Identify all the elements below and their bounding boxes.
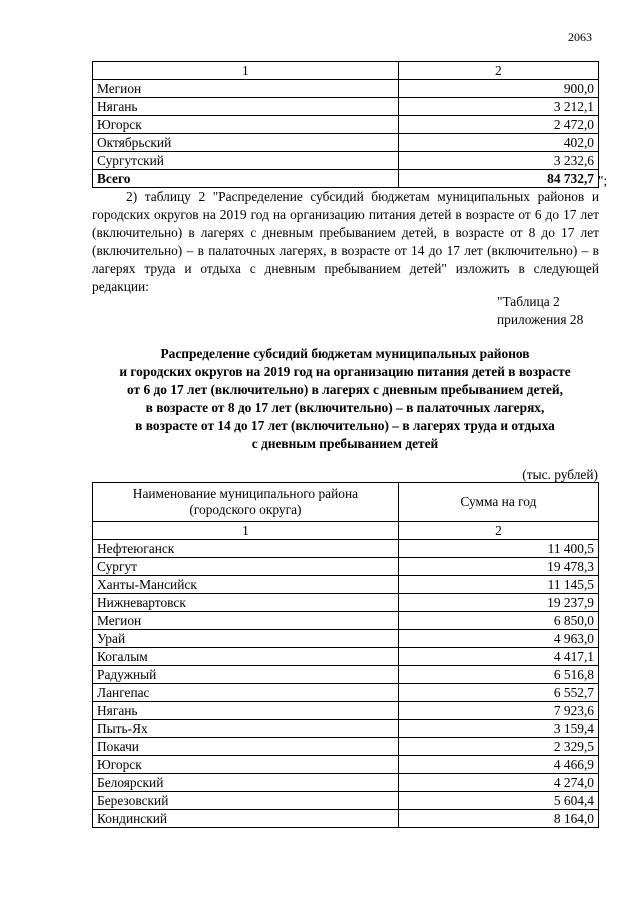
- municipality-name: Белоярский: [93, 774, 399, 792]
- table-row: [93, 684, 599, 702]
- table-row: [93, 666, 599, 684]
- amount-value: 3 232,6: [398, 152, 598, 170]
- amount-value: 3 159,4: [398, 720, 598, 738]
- table-row: [93, 702, 599, 720]
- municipality-name: Березовский: [93, 792, 399, 810]
- amount-value: 6 552,7: [398, 684, 598, 702]
- amount-value: 6 850,0: [398, 612, 598, 630]
- table-header-row: [93, 62, 599, 80]
- municipality-name: Сургут: [93, 558, 399, 576]
- total-row: [93, 170, 599, 188]
- amendment-paragraph: 2) таблицу 2 "Распределение субсидий бюджетам муниципальных районов и городских округов на 2019 год на организацию питания детей в возрасте от 6 до 17 лет (включительно) в лагерях с дневным пребыванием детей, в возрасте от 8 до 17 лет (включительно) – в палаточных лагерях, в возрасте от 14 до 17 лет (включительно) – в лагерях труда и отдыха с дневным пребыванием детей" изложить в следующей редакции:: [92, 189, 599, 294]
- municipality-name: Октябрьский: [93, 134, 399, 152]
- table-title-line: от 6 до 17 лет (включительно) в лагерях с дневным пребыванием детей,: [127, 382, 563, 397]
- amount-value: 19 237,9: [398, 594, 598, 612]
- municipality-name: Нефтеюганск: [93, 540, 399, 558]
- table-title-line: в возрасте от 14 до 17 лет (включительно) – в лагерях труда и отдыха: [135, 418, 555, 433]
- table-title: [80, 345, 610, 453]
- table-row: [93, 152, 599, 170]
- amount-value: 3 212,1: [398, 98, 598, 116]
- table-caption-line: приложения 28: [497, 312, 584, 327]
- table-row: [93, 134, 599, 152]
- municipality-name: Югорск: [93, 116, 399, 134]
- municipality-name: Урай: [93, 630, 399, 648]
- table-row: [93, 98, 599, 116]
- table-title-line: в возрасте от 8 до 17 лет (включительно) – в палаточных лагерях,: [145, 400, 545, 415]
- municipality-name: Сургутский: [93, 152, 399, 170]
- total-label: Всего: [93, 170, 399, 188]
- municipality-name: Пыть-Ях: [93, 720, 399, 738]
- amount-value: 4 417,1: [398, 648, 598, 666]
- table-row: [93, 756, 599, 774]
- total-value: 84 732,7: [398, 170, 598, 188]
- table-title-line: с дневным пребыванием детей: [251, 436, 439, 451]
- amount-value: 19 478,3: [398, 558, 598, 576]
- column-header-amount: Сумма на год: [398, 483, 598, 522]
- table-row: [93, 540, 599, 558]
- municipality-name: Нягань: [93, 702, 399, 720]
- table-row: [93, 594, 599, 612]
- column-number-1: 1: [93, 522, 399, 540]
- table-title-line: и городских округов на 2019 год на организацию питания детей в возрасте: [119, 364, 571, 379]
- amount-value: 11 145,5: [398, 576, 598, 594]
- column-number-row: [93, 522, 599, 540]
- municipality-name: Когалым: [93, 648, 399, 666]
- amount-value: 4 466,9: [398, 756, 598, 774]
- amount-value: 7 923,6: [398, 702, 598, 720]
- table-row: [93, 80, 599, 98]
- amount-value: 6 516,8: [398, 666, 598, 684]
- table-row: [93, 738, 599, 756]
- amount-value: 2 329,5: [398, 738, 598, 756]
- table-row: [93, 810, 599, 828]
- table-row: [93, 648, 599, 666]
- municipality-name: Нижневартовск: [93, 594, 399, 612]
- municipality-name: Югорск: [93, 756, 399, 774]
- subsidy-distribution-table: [92, 482, 599, 828]
- column-number-2: 2: [398, 522, 598, 540]
- closing-quote: ";: [598, 173, 608, 188]
- table-row: [93, 792, 599, 810]
- column-header-line: (городского округа): [189, 502, 302, 517]
- table-row: [93, 630, 599, 648]
- amount-value: 900,0: [398, 80, 598, 98]
- page-number: 2063: [568, 30, 592, 44]
- table-header-row: [93, 483, 599, 522]
- municipality-name: Мегион: [93, 612, 399, 630]
- table-caption-line: "Таблица 2: [497, 294, 560, 309]
- municipality-name: Ханты-Мансийск: [93, 576, 399, 594]
- amount-value: 5 604,4: [398, 792, 598, 810]
- table-row: [93, 576, 599, 594]
- amount-value: 4 274,0: [398, 774, 598, 792]
- table-row: [93, 720, 599, 738]
- amount-value: 8 164,0: [398, 810, 598, 828]
- table-caption: [497, 293, 583, 329]
- amount-value: 4 963,0: [398, 630, 598, 648]
- table-row: [93, 774, 599, 792]
- subsidy-table-continued: [92, 61, 599, 188]
- municipality-name: Лангепас: [93, 684, 399, 702]
- column-number-2: 2: [398, 62, 598, 80]
- municipality-name: Кондинский: [93, 810, 399, 828]
- table-row: [93, 558, 599, 576]
- municipality-name: Покачи: [93, 738, 399, 756]
- amount-value: 11 400,5: [398, 540, 598, 558]
- municipality-name: Радужный: [93, 666, 399, 684]
- table-title-line: Распределение субсидий бюджетам муниципальных районов: [160, 346, 530, 361]
- table-row: [93, 612, 599, 630]
- municipality-name: Мегион: [93, 80, 399, 98]
- column-header-line: Наименование муниципального района: [132, 486, 359, 501]
- column-number-1: 1: [93, 62, 399, 80]
- units-label: (тыс. рублей): [522, 467, 598, 482]
- amount-value: 2 472,0: [398, 116, 598, 134]
- amount-value: 402,0: [398, 134, 598, 152]
- table-row: [93, 116, 599, 134]
- column-header-municipality: [93, 483, 399, 522]
- municipality-name: Нягань: [93, 98, 399, 116]
